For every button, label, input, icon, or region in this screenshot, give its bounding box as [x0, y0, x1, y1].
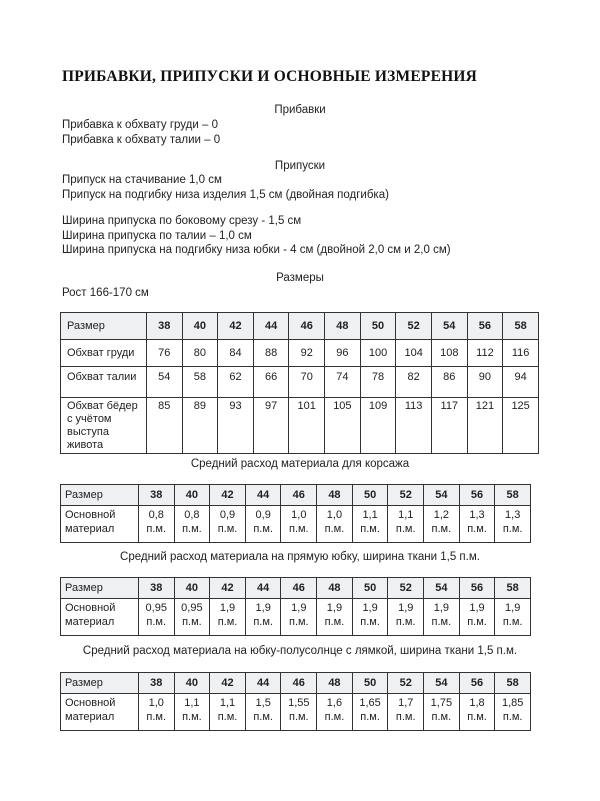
size-cell: 44	[245, 578, 281, 599]
table-cell: 78	[360, 367, 396, 398]
table-cell: 80	[182, 340, 218, 367]
table-cell: 1,8 п.м.	[459, 694, 495, 731]
size-cell: 48	[317, 485, 353, 506]
table-cell: 1,1 п.м.	[174, 694, 210, 731]
size-cell: 40	[174, 578, 210, 599]
table-cell: 90	[467, 367, 503, 398]
table-cell: 0,9 п.м.	[245, 506, 281, 543]
table-cell: 1,1 п.м.	[388, 506, 424, 543]
table-cell: 0,95 п.м.	[138, 599, 174, 636]
table-cell: 66	[253, 367, 289, 398]
size-cell: 46	[281, 578, 317, 599]
table-cell: 1,7 п.м.	[388, 694, 424, 731]
size-cell: 52	[388, 578, 424, 599]
table-cell: 1,9 п.м.	[317, 599, 353, 636]
table-cell: 82	[396, 367, 432, 398]
table-cell: 58	[182, 367, 218, 398]
size-cell: 54	[424, 578, 460, 599]
header-cell: Размер	[61, 578, 139, 599]
table-cell: 70	[289, 367, 325, 398]
table-cell: 88	[253, 340, 289, 367]
table-cell: 94	[503, 367, 539, 398]
seam-line: Ширина припуска на подгибку низа юбки - 4 см (двойной 2,0 см и 2,0 см)	[62, 244, 451, 256]
table-cell: 1,65 п.м.	[352, 694, 388, 731]
allowance-line: Прибавка к обхвату груди – 0	[62, 119, 218, 131]
header-cell: Размер	[61, 313, 147, 340]
table-cell: 116	[503, 340, 539, 367]
size-cell: 58	[495, 578, 531, 599]
table-cell: 109	[360, 398, 396, 454]
table-cell: 92	[289, 340, 325, 367]
size-cell: 54	[431, 313, 467, 340]
table-cell: 1,3 п.м.	[495, 506, 531, 543]
table-cell: 0,95 п.м.	[174, 599, 210, 636]
size-cell: 42	[210, 673, 246, 694]
material-table	[60, 672, 531, 731]
seam-line: Припуск на стачивание 1,0 см	[62, 174, 222, 186]
material-table	[60, 577, 531, 636]
table-row	[61, 599, 531, 636]
table-cell: 1,9 п.м.	[352, 599, 388, 636]
table-cell: 84	[218, 340, 254, 367]
table-cell: 117	[431, 398, 467, 454]
size-cell: 52	[396, 313, 432, 340]
table-cell: 76	[146, 340, 182, 367]
table-cell: 1,9 п.м.	[459, 599, 495, 636]
table-cell: 1,2 п.м.	[424, 506, 460, 543]
size-cell: 44	[245, 485, 281, 506]
table-cell: 0,8 п.м.	[138, 506, 174, 543]
row-label: Обхват груди	[61, 340, 147, 367]
table-cell: 1,9 п.м.	[281, 599, 317, 636]
table-cell: 1,85 п.м.	[495, 694, 531, 731]
table-cell: 1,9 п.м.	[245, 599, 281, 636]
size-cell: 50	[352, 673, 388, 694]
size-cell: 44	[245, 673, 281, 694]
seams-heading: Припуски	[274, 160, 326, 172]
allowances-heading: Прибавки	[274, 104, 326, 116]
table-row	[61, 506, 531, 543]
table-cell: 1,9 п.м.	[424, 599, 460, 636]
table-cell: 89	[182, 398, 218, 454]
table-cell: 62	[218, 367, 254, 398]
size-cell: 38	[146, 313, 182, 340]
row-label: Основной материал	[61, 599, 139, 636]
size-cell: 54	[424, 673, 460, 694]
table-cell: 101	[289, 398, 325, 454]
size-cell: 38	[138, 578, 174, 599]
size-cell: 48	[325, 313, 361, 340]
table-cell: 1,9 п.м.	[210, 599, 246, 636]
table-row	[61, 340, 539, 367]
table-cell: 97	[253, 398, 289, 454]
table-cell: 1,3 п.м.	[459, 506, 495, 543]
size-cell: 56	[467, 313, 503, 340]
size-cell: 58	[495, 673, 531, 694]
table-cell: 1,0 п.м.	[281, 506, 317, 543]
size-cell: 44	[253, 313, 289, 340]
size-cell: 42	[218, 313, 254, 340]
size-cell: 38	[138, 485, 174, 506]
size-cell: 58	[495, 485, 531, 506]
table-cell: 96	[325, 340, 361, 367]
page-title: ПРИБАВКИ, ПРИПУСКИ И ОСНОВНЫЕ ИЗМЕРЕНИЯ	[62, 68, 478, 85]
table-cell: 113	[396, 398, 432, 454]
row-label: Основной материал	[61, 506, 139, 543]
table-cell: 105	[325, 398, 361, 454]
table-row	[61, 367, 539, 398]
size-cell: 52	[388, 485, 424, 506]
size-cell: 50	[352, 578, 388, 599]
table-cell: 54	[146, 367, 182, 398]
size-cell: 40	[174, 485, 210, 506]
table-header-row	[61, 485, 531, 506]
table-header-row	[61, 313, 539, 340]
size-cell: 42	[210, 485, 246, 506]
size-cell: 40	[182, 313, 218, 340]
table-cell: 100	[360, 340, 396, 367]
size-cell: 54	[424, 485, 460, 506]
material-caption: Средний расход материала для корсажа	[190, 458, 410, 470]
seam-line: Ширина припуска по талии – 1,0 см	[62, 230, 252, 242]
table-cell: 1,9 п.м.	[495, 599, 531, 636]
row-label: Обхват бёдер с учётом выступа живота	[61, 398, 147, 454]
row-label: Основной материал	[61, 694, 139, 731]
table-row	[61, 398, 539, 454]
table-row	[61, 694, 531, 731]
table-cell: 104	[396, 340, 432, 367]
table-cell: 93	[218, 398, 254, 454]
height-line: Рост 166-170 см	[62, 287, 149, 299]
table-cell: 0,9 п.м.	[210, 506, 246, 543]
material-caption: Средний расход материала на юбку-полусолнце с лямкой, ширина ткани 1,5 п.м.	[82, 645, 518, 657]
size-measurements-table	[60, 312, 539, 454]
table-cell: 112	[467, 340, 503, 367]
table-cell: 108	[431, 340, 467, 367]
table-header-row	[61, 673, 531, 694]
table-cell: 1,6 п.м.	[317, 694, 353, 731]
size-cell: 38	[138, 673, 174, 694]
size-cell: 56	[459, 673, 495, 694]
table-cell: 1,75 п.м.	[424, 694, 460, 731]
table-cell: 74	[325, 367, 361, 398]
table-cell: 0,8 п.м.	[174, 506, 210, 543]
table-cell: 1,5 п.м.	[245, 694, 281, 731]
size-cell: 40	[174, 673, 210, 694]
size-cell: 46	[281, 673, 317, 694]
table-cell: 1,0 п.м.	[138, 694, 174, 731]
size-cell: 46	[289, 313, 325, 340]
table-cell: 1,1 п.м.	[210, 694, 246, 731]
size-cell: 48	[317, 578, 353, 599]
header-cell: Размер	[61, 673, 139, 694]
table-header-row	[61, 578, 531, 599]
size-cell: 56	[459, 485, 495, 506]
header-cell: Размер	[61, 485, 139, 506]
size-cell: 42	[210, 578, 246, 599]
allowance-line: Прибавка к обхвату талии – 0	[62, 134, 221, 146]
table-cell: 85	[146, 398, 182, 454]
size-cell: 56	[459, 578, 495, 599]
size-cell: 50	[360, 313, 396, 340]
table-cell: 1,55 п.м.	[281, 694, 317, 731]
size-cell: 52	[388, 673, 424, 694]
seam-line: Ширина припуска по боковому срезу - 1,5 см	[62, 215, 302, 227]
size-cell: 48	[317, 673, 353, 694]
table-cell: 125	[503, 398, 539, 454]
size-cell: 50	[352, 485, 388, 506]
material-caption: Средний расход материала на прямую юбку, ширина ткани 1,5 п.м.	[120, 551, 480, 563]
table-cell: 86	[431, 367, 467, 398]
table-cell: 121	[467, 398, 503, 454]
table-cell: 1,9 п.м.	[388, 599, 424, 636]
row-label: Обхват талии	[61, 367, 147, 398]
sizes-heading: Размеры	[276, 272, 324, 284]
size-cell: 46	[281, 485, 317, 506]
seam-line: Припуск на подгибку низа изделия 1,5 см (двойная подгибка)	[62, 189, 389, 201]
table-cell: 1,0 п.м.	[317, 506, 353, 543]
size-cell: 58	[503, 313, 539, 340]
table-cell: 1,1 п.м.	[352, 506, 388, 543]
material-table	[60, 484, 531, 543]
